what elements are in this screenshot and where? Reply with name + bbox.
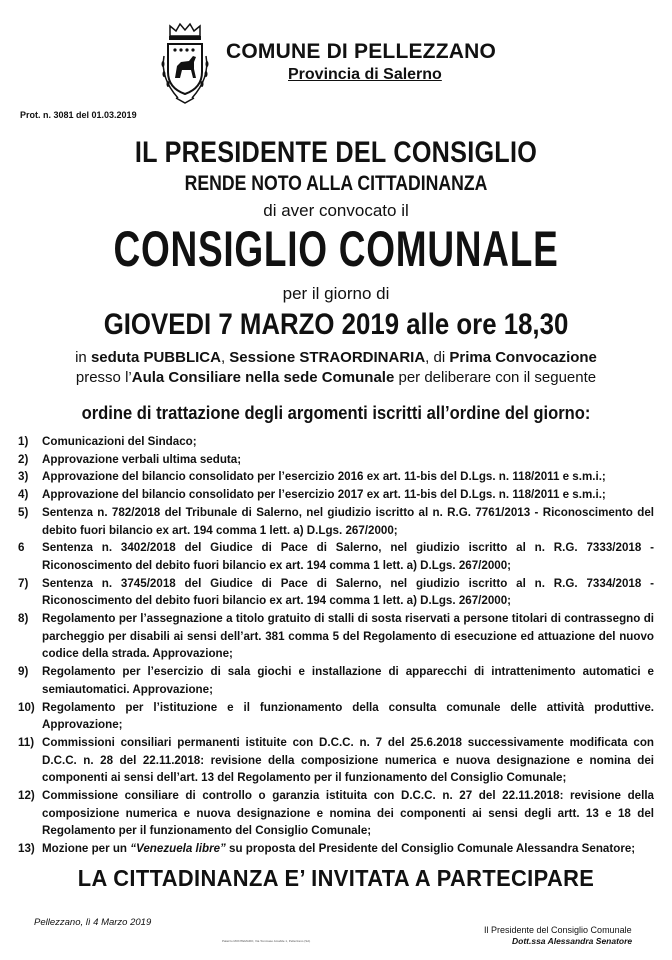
session-line-1: in seduta PUBBLICA, Sessione STRAORDINARIA, di Prima Convocazione <box>75 349 597 366</box>
footer-fine-print: Palazzo MONTEMARO, Via Tommaso Amabile 1, Pellezzano (SA) <box>222 939 311 943</box>
agenda-item: 13) Mozione per un “Venezuela libre” su proposta del Presidente del Consiglio Comunale Alessandra Senatore; <box>18 842 636 856</box>
agenda-item: 3) Approvazione del bilancio consolidato per l’esercizio 2016 ex art. 11-bis del D.Lgs. n. 118/2011 e s.m.i.; <box>18 470 606 484</box>
agenda-item: 7) Sentenza n. 3745/2018 del Giudice di Pace di Salerno, nel giudizio iscritto al n. R.G. 7334/2018 - Riconoscimento del debito fuori bilancio ex art. 194 comma 1 lett. a) D.Lgs. 267/2000; <box>18 576 654 608</box>
agenda-heading: ordine di trattazione degli argomenti iscritti all’ordine del giorno: <box>81 403 591 423</box>
agenda-item: 6 Sentenza n. 3402/2018 del Giudice di Pace di Salerno, nel giudizio iscritto al n. R.G. 7333/2018 - Riconoscimento del debito fuori bilancio ex art. 194 comma 1 lett. a) D.Lgs. 267/2000; <box>18 541 654 572</box>
protocol-number: Prot. n. 3081 del 01.03.2019 <box>20 110 137 120</box>
agenda-item: 5) Sentenza n. 782/2018 del Tribunale di Salerno, nel giudizio iscritto al n. R.G. 7761/2013 - Riconoscimento del debito fuori bilancio ex art. 194 comma 1 lett. a) D.Lgs. 267/2000; <box>18 505 654 537</box>
agenda-item: 2) Approvazione verbali ultima seduta; <box>18 452 242 466</box>
signature-title: Il Presidente del Consiglio Comunale <box>484 925 632 935</box>
meeting-date-time: GIOVEDI 7 MARZO 2019 alle ore 18,30 <box>103 308 569 341</box>
agenda-item: 9) Regolamento per l’esercizio di sala giochi e installazione di apparecchi di intrattenimento automatici e semiautomatici. Approvazione; <box>18 665 654 696</box>
session-description <box>20 348 652 388</box>
agenda-item: 10) Regolamento per l’istituzione e il funzionamento della consulta comunale delle attività produttive. Approvazione; <box>18 700 654 732</box>
announcement-convened-text: di aver convocato il <box>263 201 409 220</box>
announcement-date-intro: per il giorno di <box>282 284 390 303</box>
agenda-item: 11) Commissioni consiliari permanenti istituite con D.C.C. n. 7 del 25.6.2018 successivamente modificata con D.C.C. n. 28 del 22.11.2018: revisione della composizione numerica e nuova designazione e nomina dei componenti ai sensi dell’art. 13 del Regolamento per il funzionamento del Consiglio Comunale; <box>18 735 654 785</box>
agenda-list <box>18 433 654 858</box>
invitation-banner: LA CITTADINANZA E’ INVITATA A PARTECIPARE <box>77 865 595 891</box>
announcement-subheading: RENDE NOTO ALLA CITTADINANZA <box>184 172 488 195</box>
coat-of-arms-icon <box>158 22 212 106</box>
agenda-item: 1) Comunicazioni del Sindaco; <box>18 435 197 448</box>
session-line-2: presso l’Aula Consiliare nella sede Comunale per deliberare con il seguente <box>75 369 597 386</box>
place-date: Pellezzano, lì 4 Marzo 2019 <box>34 917 152 928</box>
page-title: CONSIGLIO COMUNALE <box>113 221 559 277</box>
comune-name: COMUNE DI PELLEZZANO <box>226 40 496 63</box>
agenda-item: 8) Regolamento per l’assegnazione a titolo gratuito di stalli di sosta riservati a persone titolari di contrassegno di parcheggio per disabili ai sensi dell’art. 381 comma 5 del Regolamento di esecuzione ed attuazione del nuovo codice della strada. Approvazione; <box>18 612 654 661</box>
agenda-item: 4) Approvazione del bilancio consolidato per l’esercizio 2017 ex art. 11-bis del D.Lgs. n. 118/2011 e s.m.i.; <box>18 488 606 502</box>
announcement-heading: IL PRESIDENTE DEL CONSIGLIO <box>134 136 538 169</box>
signature-name: Dott.ssa Alessandra Senatore <box>512 936 633 946</box>
agenda-item: 12) Commissione consiliare di controllo o garanzia istituita con D.C.C. n. 27 del 22.11.2018: revisione della composizione numerica e nuova designazione e nomina dei componenti ai sensi degli artt. 13 e 18 del Regolamento per il funzionamento del Consiglio Comunale; <box>18 789 654 838</box>
provincia-label: Provincia di Salerno <box>288 66 442 83</box>
